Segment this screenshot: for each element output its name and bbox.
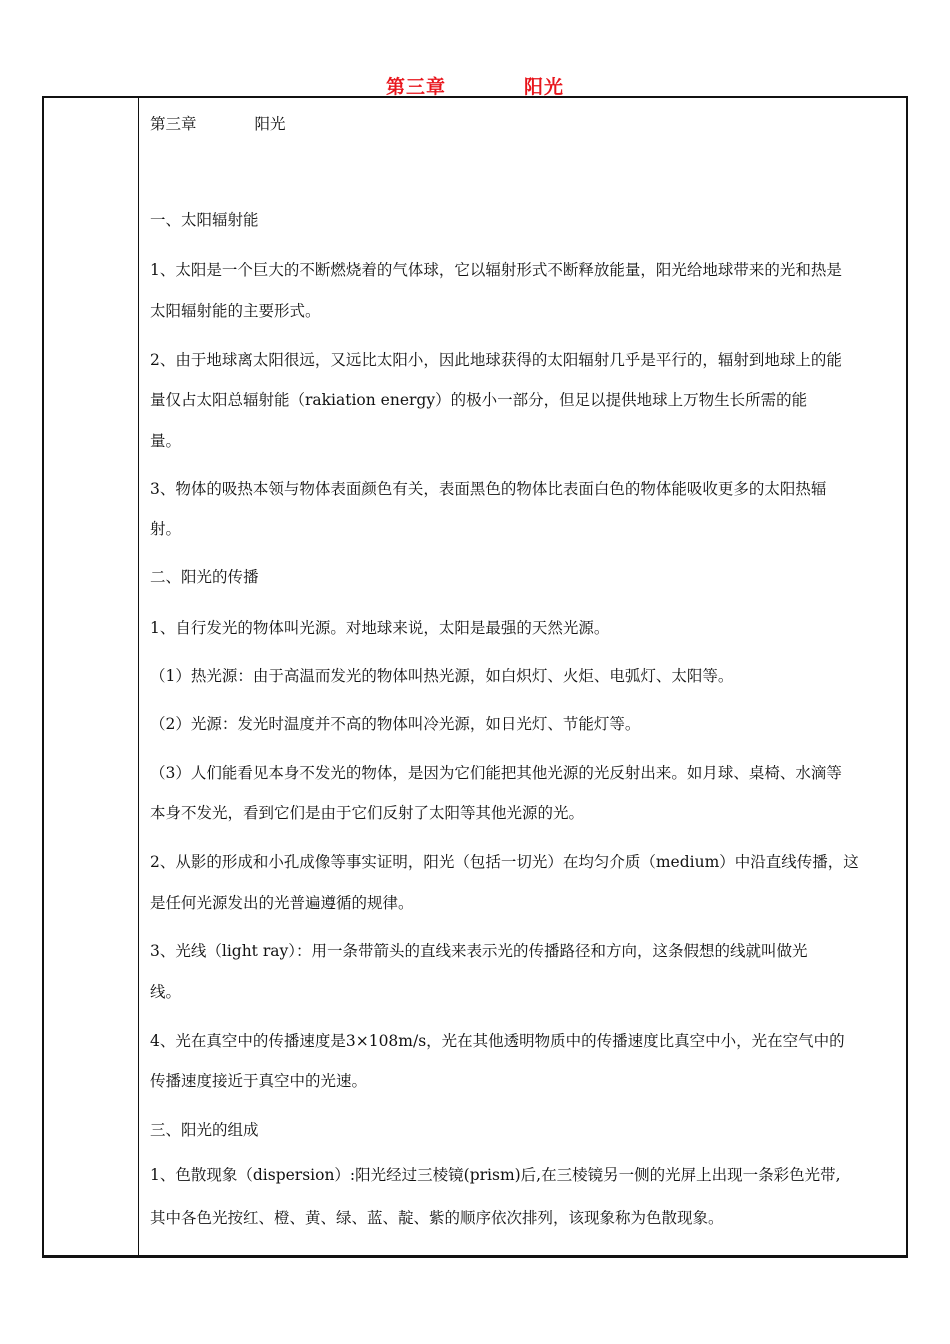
subtitle-chapter: 第三章 <box>150 115 197 133</box>
text-line: 传播速度接近于真空中的光速。 <box>150 1072 368 1090</box>
page-title-chapter: 第三章 <box>385 76 446 98</box>
text-line: 4、光在真空中的传播速度是3×108m/s，光在其他透明物质中的传播速度比真空中小，光在空气中的 <box>150 1032 845 1050</box>
section-heading <box>150 114 896 134</box>
text-line: 其中各色光按红、橙、黄、绿、蓝、靛、紫的顺序依次排列，该现象称为色散现象。 <box>150 1209 724 1227</box>
text-line: 射。 <box>150 520 182 538</box>
text-line: 1、色散现象（dispersion）:阳光经过三棱镜(prism)后,在三棱镜另一侧的光屏上出现一条彩色光带, <box>150 1166 841 1184</box>
page-title-topic: 阳光 <box>524 76 565 98</box>
subtitle-topic: 阳光 <box>254 115 286 133</box>
text-line: 1、自行发光的物体叫光源。对地球来说，太阳是最强的天然光源。 <box>150 619 610 637</box>
text-line: 量仅占太阳总辐射能（rakiation energy）的极小一部分，但足以提供地球上万物生长所需的能 <box>150 391 808 409</box>
text-line: 2、由于地球离太阳很远，又远比太阳小，因此地球获得的太阳辐射几乎是平行的，辐射到地球上的能 <box>150 351 842 369</box>
lesson-table <box>42 96 908 1258</box>
text-line: （3）人们能看见本身不发光的物体，是因为它们能把其他光源的光反射出来。如月球、桌椅、水滴等 <box>150 764 842 782</box>
text-line: 二、阳光的传播 <box>150 568 259 586</box>
text-line: 量。 <box>150 432 182 450</box>
text-line: 是任何光源发出的光普遍遵循的规律。 <box>150 894 414 912</box>
text-line: 一、太阳辐射能 <box>150 211 259 229</box>
text-line: 3、光线（light ray）：用一条带箭头的直线来表示光的传播路径和方向，这条假想的线就叫做光 <box>150 942 808 960</box>
text-line: 2、从影的形成和小孔成像等事实证明，阳光（包括一切光）在均匀介质（medium）中沿直线传播，这 <box>150 853 859 871</box>
text-line: 线。 <box>150 983 182 1001</box>
text-line: 本身不发光，看到它们是由于它们反射了太阳等其他光源的光。 <box>150 804 585 822</box>
text-line: （1）热光源：由于高温而发光的物体叫热光源，如白炽灯、火炬、电弧灯、太阳等。 <box>150 667 734 685</box>
text-line: （2）光源：发光时温度并不高的物体叫冷光源，如日光灯、节能灯等。 <box>150 715 641 733</box>
text-line: 3、物体的吸热本领与物体表面颜色有关，表面黑色的物体比表面白色的物体能吸收更多的太阳热辐 <box>150 480 827 498</box>
text-line: 1、太阳是一个巨大的不断燃烧着的气体球，它以辐射形式不断释放能量，阳光给地球带来的光和热是 <box>150 261 842 279</box>
text-line: 三、阳光的组成 <box>150 1121 259 1139</box>
text-line: 太阳辐射能的主要形式。 <box>150 302 321 320</box>
page-title <box>0 72 950 99</box>
content-cell <box>139 98 906 1255</box>
